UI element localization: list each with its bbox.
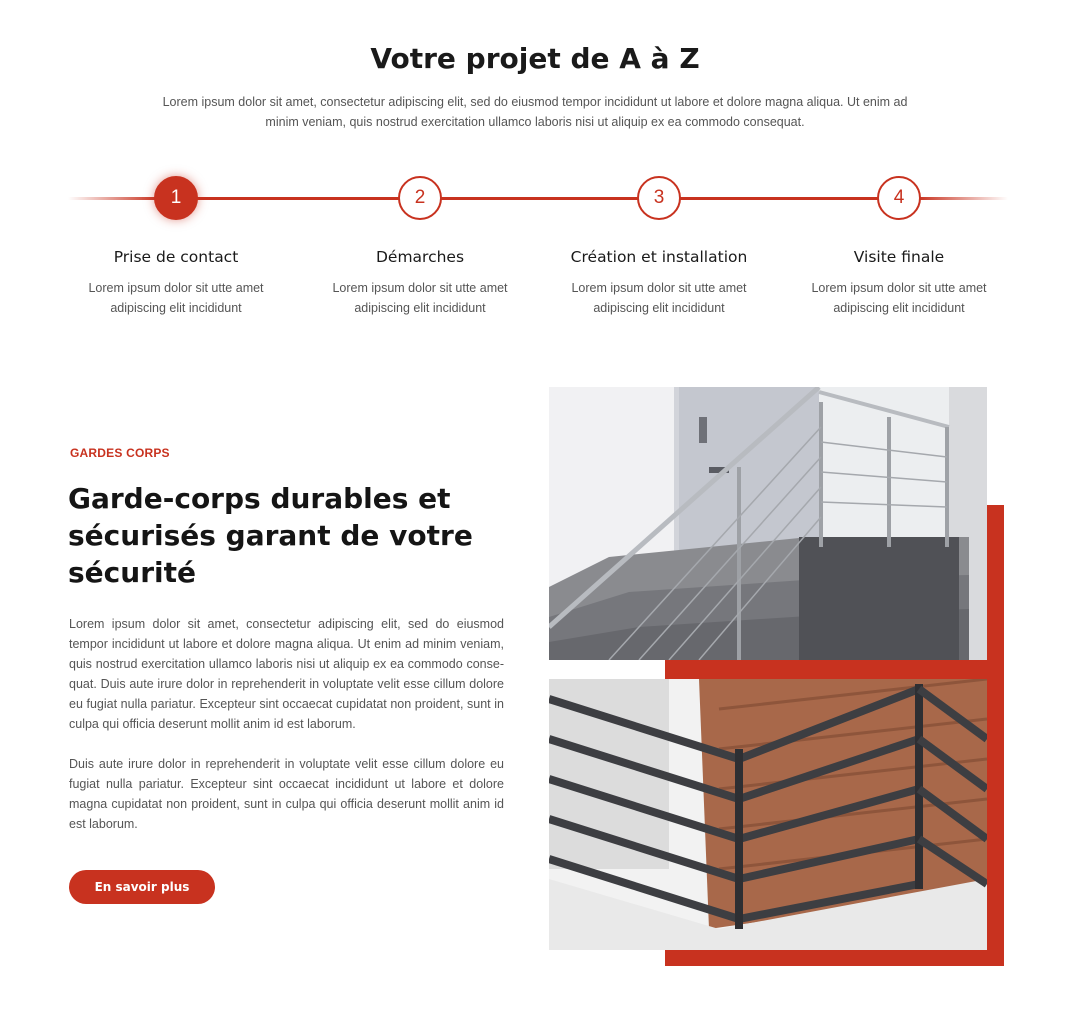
step-4	[789, 248, 1009, 318]
step-3	[549, 248, 769, 318]
step-4-title: Visite finale	[853, 248, 945, 266]
page-title: Votre projet de A à Z	[370, 42, 700, 75]
timeline-fade-right	[918, 197, 1008, 200]
step-3-text: Lorem ipsum dolor sit utte amet adipiscing elit incididunt	[571, 281, 747, 315]
balcony-railing-photo	[549, 679, 987, 950]
step-4-circle[interactable]: 4	[877, 176, 921, 220]
step-1-text: Lorem ipsum dolor sit utte amet adipiscing elit incididunt	[88, 281, 264, 315]
section-paragraph-1: Lorem ipsum dolor sit amet, consectetur adipiscing elit, sed do eiusmod tempor incididunt ut labore et dolore magna aliqua. Ut enim ad minim veniam, quis nostrud exercitation ullamco laboris nisi ut aliquip ex ea commodo conse-quat. Duis aute irure dolor in reprehenderit in voluptate velit esse cillum dolore eu fugiat nulla pariatur. Excepteur sint occaecat cupidatat non proident, sunt in culpa qui officia deserunt mollit anim id est laborum.	[69, 617, 504, 731]
step-1-circle[interactable]: 1	[154, 176, 198, 220]
section-paragraph-2: Duis aute irure dolor in reprehenderit in voluptate velit esse cillum dolore eu fugiat nulla pariatur. Excepteur sint occaecat incididunt ut labore et dolore magna cupidatat non proident, sunt in culpa qui officia deserunt mollit anim id est laborum.	[69, 757, 504, 831]
step-2-title: Démarches	[375, 248, 465, 266]
step-3-title: Création et installation	[570, 248, 748, 266]
step-2	[310, 248, 530, 318]
learn-more-button[interactable]: En savoir plus	[69, 870, 215, 904]
page-subtitle: Lorem ipsum dolor sit amet, consectetur adipiscing elit, sed do eiusmod tempor incididunt ut labore et dolore magna aliqua. Ut enim ad minim veniam, quis nostrud exercitation ullamco laboris nisi ut aliquip ex ea commodo consequat.	[162, 95, 908, 129]
step-4-text: Lorem ipsum dolor sit utte amet adipiscing elit incididunt	[811, 281, 987, 315]
section-title: Garde-corps durables et sécurisés garant de votre sécurité	[68, 482, 473, 589]
stair-railing-photo	[549, 387, 987, 660]
process-timeline	[68, 176, 1008, 220]
step-1-title: Prise de contact	[113, 248, 239, 266]
step-2-text: Lorem ipsum dolor sit utte amet adipiscing elit incididunt	[332, 281, 508, 315]
step-2-circle[interactable]: 2	[398, 176, 442, 220]
timeline-fade-left	[68, 197, 158, 200]
step-3-circle[interactable]: 3	[637, 176, 681, 220]
timeline-line	[158, 197, 920, 200]
section-eyebrow: GARDES CORPS	[70, 446, 170, 460]
step-1	[66, 248, 286, 318]
